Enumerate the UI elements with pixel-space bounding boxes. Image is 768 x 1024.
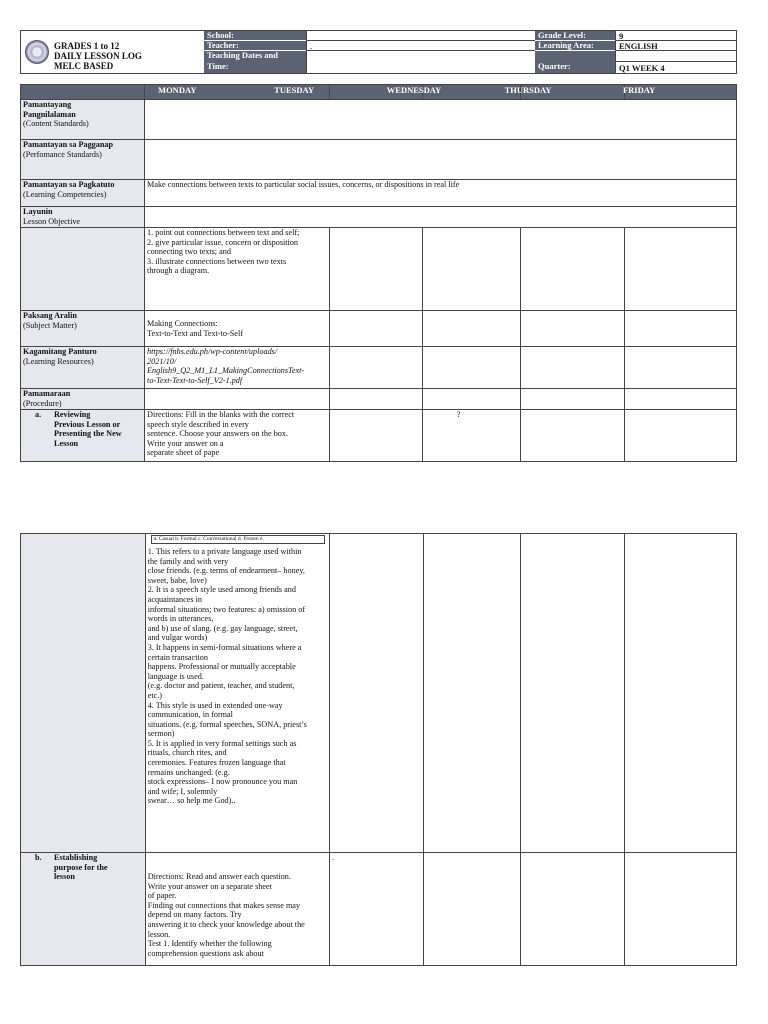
review-items-thursday[interactable] bbox=[520, 534, 624, 853]
text-line: certain transaction bbox=[147, 652, 208, 662]
review-items-friday[interactable] bbox=[625, 534, 737, 853]
text-line: happens. Professional or mutually acceptable bbox=[147, 662, 296, 672]
learning-competencies-label: Pamantayan sa Pagkatuto (Learning Competencies) bbox=[21, 180, 145, 207]
performance-standards-cell[interactable] bbox=[145, 140, 737, 180]
objective-monday[interactable]: 1. point out connections between text and self; 2. give particular issue, concern or disposition connecting two texts; and 3. illustrate connections between two texts through a diagram. bbox=[145, 228, 330, 311]
text-line: (e.g. doctor and patient, teacher, and student, bbox=[147, 681, 295, 691]
text-line: 1. This refers to a private language used within bbox=[147, 547, 302, 556]
resources-monday[interactable]: https://fnhs.edu.ph/wp-content/uploads/ 2021/10/ English9_Q2_M1_L1_MakingConnectionsText- to-Text-Text-to-Self_V2-1.pdf bbox=[145, 347, 330, 389]
procedure-wednesday[interactable] bbox=[422, 389, 520, 410]
resources-wednesday[interactable] bbox=[422, 347, 520, 389]
subject-wednesday[interactable] bbox=[422, 311, 520, 347]
text-line: ceremonies. Features frozen language that bbox=[147, 758, 286, 768]
text-line: communication, in formal bbox=[147, 710, 233, 720]
answer-choices-box: a. Casual b. Formal c. Conversational d. Frozen e. bbox=[151, 535, 325, 544]
procedure-label: Pamamaraan (Procedure) bbox=[21, 389, 145, 410]
text-line: Test 1. Identify whether the following bbox=[147, 939, 272, 949]
text-line: and b) use of slang. (e.g. gay language, street, bbox=[147, 623, 298, 633]
text-line: sermon) bbox=[147, 729, 175, 739]
text-line: of paper. bbox=[147, 891, 177, 901]
lesson-log-table bbox=[20, 84, 737, 462]
quarter-label: Quarter: bbox=[535, 62, 615, 73]
header-title-line-1: GRADES 1 to 12 bbox=[54, 41, 120, 51]
day-wednesday: WEDNESDAY bbox=[422, 85, 520, 100]
text-line: 2. It is a speech style used among friends and bbox=[147, 585, 296, 595]
text-line: swear… so help me God).. bbox=[147, 796, 236, 806]
header-title-line-3: MELC BASED bbox=[54, 61, 114, 71]
resources-friday[interactable] bbox=[624, 347, 736, 389]
teacher-field[interactable]: . bbox=[306, 41, 535, 51]
review-items-tuesday[interactable] bbox=[330, 534, 424, 853]
purpose-monday[interactable] bbox=[145, 853, 329, 966]
row-learning-resources bbox=[21, 347, 737, 389]
subject-thursday[interactable] bbox=[520, 311, 624, 347]
text-line: acquaintances in bbox=[147, 594, 203, 604]
objectives-label-blank bbox=[21, 228, 145, 311]
content-standards-label: Pamantayang Pangnilalaman (Content Standards) bbox=[21, 100, 145, 140]
text-line: language is used. bbox=[147, 671, 204, 681]
row-content-standards bbox=[21, 100, 737, 140]
text-line: Directions: Read and answer each question. bbox=[147, 872, 291, 881]
subject-monday[interactable]: Making Connections: Text-to-Text and Text-to-Self bbox=[145, 311, 330, 347]
learning-resources-label: Kagamitang Panturo (Learning Resources) bbox=[21, 347, 145, 389]
learning-competencies-cell[interactable]: Make connections between texts to particular social issues, concerns, or dispositions in real life bbox=[145, 180, 737, 207]
deped-seal-icon bbox=[25, 40, 49, 64]
day-thursday: THURSDAY bbox=[520, 85, 624, 100]
review-items-label-blank bbox=[21, 534, 146, 853]
row-objectives bbox=[21, 228, 737, 311]
text-line: and vulgar words) bbox=[147, 633, 208, 643]
school-field[interactable] bbox=[306, 31, 535, 41]
text-line: sweet, babe, love) bbox=[147, 575, 207, 585]
procedure-thursday[interactable] bbox=[520, 389, 624, 410]
grade-level-label: Grade Level: bbox=[535, 31, 615, 41]
text-line: close friends. (e.g. terms of endearment– honey, bbox=[147, 566, 305, 576]
resources-tuesday[interactable] bbox=[330, 347, 423, 389]
performance-standards-label: Pamantayan sa Pagganap (Perfomance Standards) bbox=[21, 140, 145, 180]
text-line: etc.) bbox=[147, 690, 163, 700]
objective-tuesday[interactable] bbox=[330, 228, 423, 311]
review-items-monday[interactable] bbox=[145, 534, 329, 853]
dates-label-1: Teaching Dates and bbox=[204, 51, 306, 62]
objective-thursday[interactable] bbox=[520, 228, 624, 311]
row-subject-matter bbox=[21, 311, 737, 347]
text-line: rituals, church rites, and bbox=[147, 748, 227, 758]
procedure-monday[interactable] bbox=[145, 389, 330, 410]
subject-matter-label: Paksang Aralin (Subject Matter) bbox=[21, 311, 145, 347]
learning-area-label: Learning Area: bbox=[535, 41, 615, 51]
text-line: comprehension questions ask about bbox=[147, 948, 264, 958]
text-line: 5. It is applied in very formal settings such as bbox=[147, 738, 297, 748]
dates-label-2: Time: bbox=[204, 62, 306, 73]
text-line: informal situations; two features: a) omission of bbox=[147, 604, 306, 614]
row-review-items bbox=[21, 534, 737, 853]
objective-wednesday[interactable] bbox=[422, 228, 520, 311]
text-line: answering it to check your knowledge about the bbox=[147, 919, 305, 929]
review-items-wednesday[interactable] bbox=[423, 534, 520, 853]
row-establishing-purpose bbox=[21, 853, 737, 966]
text-line: 3. It happens in semi-formal situations where a bbox=[147, 642, 302, 652]
objective-friday[interactable] bbox=[624, 228, 736, 311]
text-line: Finding out connections that makes sense may bbox=[147, 900, 301, 910]
review-items-list bbox=[148, 547, 327, 806]
row-objective-label bbox=[21, 207, 737, 228]
quarter-value[interactable]: Q1 WEEK 4 bbox=[615, 62, 736, 73]
header-block bbox=[20, 30, 737, 74]
school-label: School: bbox=[204, 31, 306, 41]
row-performance-standards bbox=[21, 140, 737, 180]
text-line: Write your answer on a separate sheet bbox=[147, 881, 272, 891]
text-line: 4. This style is used in extended one-way bbox=[147, 700, 283, 710]
text-line: words in utterances, bbox=[147, 614, 214, 624]
reviewing-thursday[interactable] bbox=[520, 410, 624, 462]
purpose-friday[interactable] bbox=[625, 853, 737, 966]
day-header-row bbox=[21, 85, 737, 100]
subject-tuesday[interactable] bbox=[330, 311, 423, 347]
text-line: stock expressions– I now pronounce you man bbox=[147, 777, 298, 787]
day-tuesday: TUESDAY bbox=[330, 85, 423, 100]
text-line: lesson. bbox=[147, 929, 171, 939]
purpose-wednesday[interactable] bbox=[423, 853, 520, 966]
lesson-log-table-continued bbox=[20, 533, 737, 966]
content-standards-cell[interactable] bbox=[145, 100, 737, 140]
reviewing-monday[interactable]: Directions: Fill in the blanks with the correct speech style described in every sentence. Choose your answers on the box. Write your answer on a separate sheet of pape bbox=[145, 410, 330, 462]
purpose-thursday[interactable] bbox=[520, 853, 624, 966]
dates-field[interactable] bbox=[306, 51, 535, 73]
purpose-tuesday[interactable]: . bbox=[330, 853, 424, 966]
reviewing-friday[interactable] bbox=[624, 410, 736, 462]
procedure-tuesday[interactable] bbox=[330, 389, 423, 410]
purpose-text bbox=[148, 872, 327, 958]
header-title-line-2: DAILY LESSON LOG bbox=[54, 51, 142, 61]
header-blank-cell bbox=[615, 51, 736, 62]
objective-label: Layunin Lesson Objective bbox=[21, 207, 145, 228]
reviewing-tuesday[interactable] bbox=[330, 410, 423, 462]
reviewing-wednesday[interactable]: ? bbox=[422, 410, 520, 462]
text-line: and wife; I, solemnly bbox=[147, 786, 218, 796]
text-line: remains unchanged. (e.g. bbox=[147, 767, 230, 777]
row-learning-competencies bbox=[21, 180, 737, 207]
text-line: depend on many factors. Try bbox=[147, 910, 242, 920]
learning-area-value[interactable]: ENGLISH bbox=[615, 41, 736, 51]
text-line: the family and with very bbox=[147, 556, 229, 566]
text-line: situations. (e.g. formal speeches, SONA, priest’s bbox=[147, 719, 307, 729]
establishing-purpose-label: b. Establishing purpose for the lesson bbox=[21, 853, 146, 966]
day-friday: FRIDAY bbox=[624, 85, 736, 100]
subject-friday[interactable] bbox=[624, 311, 736, 347]
reviewing-label: a. Reviewing Previous Lesson or Presenting the New Lesson bbox=[21, 410, 145, 462]
procedure-friday[interactable] bbox=[624, 389, 736, 410]
objective-header-cell[interactable] bbox=[145, 207, 737, 228]
day-header-blank bbox=[21, 85, 145, 100]
row-reviewing bbox=[21, 410, 737, 462]
resources-thursday[interactable] bbox=[520, 347, 624, 389]
teacher-label: Teacher: bbox=[204, 41, 306, 51]
row-procedure bbox=[21, 389, 737, 410]
grade-level-value[interactable]: 9 bbox=[615, 31, 736, 41]
day-monday: MONDAY bbox=[145, 85, 330, 100]
